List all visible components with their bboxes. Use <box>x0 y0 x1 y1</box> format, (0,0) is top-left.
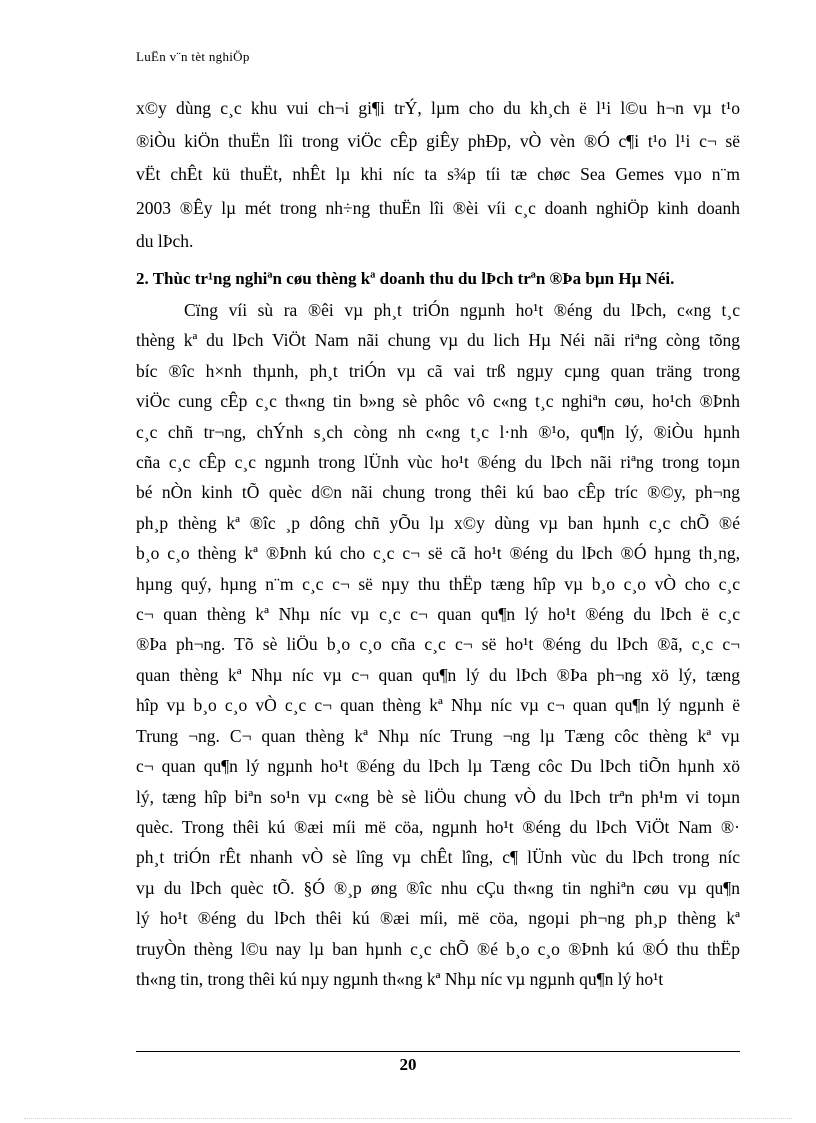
text-line: c¬ quan thèng kª Nhµ níc vµ c¸c c¬ quan qu¶n lý ho¹t ®éng du lÞch ë c¸c <box>136 604 740 625</box>
text-line: th«ng tin, trong thêi kú nµy ngµnh th«ng kª Nhµ níc vµ ngµnh qu¶n lý ho¹t <box>136 968 664 989</box>
text-line: du lÞch. <box>136 230 194 251</box>
text-line: 2003 ®Êy lµ mét trong nh÷ng thuËn lîi ®èi víi c¸c doanh nghiÖp kinh doanh <box>136 197 740 218</box>
page-number: 20 <box>399 1055 417 1074</box>
text-line: quan thèng kª Nhµ níc vµ c¬ quan qu¶n lý du lÞch ®Þa ph¬ng xö lý, tæng <box>136 664 740 685</box>
page-edge-dotted-line <box>24 1118 792 1119</box>
text-line: truyÒn thèng l©u nay lµ ban hµnh c¸c chÕ ®é b¸o c¸o ®Þnh kú ®Ó thu thËp <box>136 938 740 959</box>
text-line: bíc ®îc h×nh thµnh, ph¸t triÓn vµ cã vai trß ngµy cµng quan träng trong <box>136 360 740 381</box>
page-body <box>136 92 740 994</box>
text-line: quèc. Trong thêi kú ®æi míi më cöa, ngµnh ho¹t ®éng du lÞch ViÖt Nam ®· <box>136 816 740 837</box>
text-line: ph¸t triÓn rÊt nhanh vÒ sè lîng vµ chÊt lîng, c¶ lÜnh vùc du lÞch trong níc <box>136 847 740 868</box>
paragraph-section-2 <box>136 295 740 994</box>
text-line: Cïng víi sù ra ®êi vµ ph¸t triÓn ngµnh ho¹t ®éng du lÞch, c«ng t¸c <box>184 300 740 321</box>
section-heading: 2. Thùc tr¹ng nghiªn cøu thèng kª doanh thu du lÞch trªn ®Þa bµn Hµ Néi. <box>136 269 675 289</box>
text-line: c¸c chñ tr¬ng, chÝnh s¸ch còng nh c«ng t¸c l·nh ®¹o, qu¶n lý, ®iÒu hµnh <box>136 421 740 442</box>
text-line: viÖc cung cÊp c¸c th«ng tin b»ng sè phôc vô c«ng t¸c nghiªn cøu, ho¹ch ®Þnh <box>136 391 740 412</box>
text-line: vËt chÊt kü thuËt, nhÊt lµ khi níc ta s¾p tíi tæ chøc Sea Gemes vµo n¨m <box>136 164 740 185</box>
text-line: ph¸p thèng kª ®îc ¸p dông chñ yÕu lµ x©y dùng vµ ban hµnh c¸c chÕ ®é <box>136 512 740 533</box>
text-line: vµ du lÞch quèc tÕ. §Ó ®¸p øng ®îc nhu cÇu th«ng tin nghiªn cøu vµ qu¶n <box>136 877 740 898</box>
text-line: Trung ¬ng. C¬ quan thèng kª Nhµ níc Trung ¬ng lµ Tæng côc thèng kª vµ <box>136 725 740 746</box>
text-line: b¸o c¸o thèng kª ®Þnh kú cho c¸c c¬ së cã ho¹t ®éng du lÞch ®Ó hµng th¸ng, <box>136 543 740 564</box>
text-line: hîp vµ b¸o c¸o vÒ c¸c c¬ quan thèng kª Nhµ níc vµ c¬ quan qu¶n lý ngµnh ë <box>136 695 740 716</box>
text-line: bé nÒn kinh tÕ quèc d©n nãi chung trong thêi kú bao cÊp tríc ®©y, ph¬ng <box>136 482 740 503</box>
text-line: lý, tæng hîp biªn so¹n vµ c«ng bè sè liÖu chung vÒ du lÞch trªn ph¹m vi toµn <box>136 786 740 807</box>
text-line: ®iÒu kiÖn thuËn lîi trong viÖc cÊp giÊy phÐp, vÒ vèn ®Ó c¶i t¹o l¹i c¬ së <box>136 131 740 152</box>
text-line: hµng quý, hµng n¨m c¸c c¬ së nµy thu thËp tæng hîp vµ b¸o c¸o vÒ cho c¸c <box>136 573 740 594</box>
text-line: x©y dùng c¸c khu vui ch¬i gi¶i trÝ, lµm cho du kh¸ch ë l¹i l©u h¬n vµ t¹o <box>136 98 740 118</box>
footer-divider <box>136 1051 740 1052</box>
paragraph-continued <box>136 92 740 258</box>
text-line: cña c¸c cÊp c¸c ngµnh trong lÜnh vùc ho¹t ®éng du lÞch nãi riªng trong toµn <box>136 452 740 473</box>
running-header: LuËn v¨n tèt nghiÖp <box>136 49 250 64</box>
text-line: lý ho¹t ®éng du lÞch thêi kú ®æi míi, më cöa, ngoµi ph¬ng ph¸p thèng kª <box>136 908 740 929</box>
text-line: c¬ quan qu¶n lý ngµnh ho¹t ®éng du lÞch lµ Tæng côc Du lÞch tiÕn hµnh xö <box>136 756 740 777</box>
text-line: thèng kª du lÞch ViÖt Nam nãi chung vµ du lich Hµ Néi nãi riªng còng tõng <box>136 330 740 351</box>
text-line: ®Þa ph¬ng. Tõ sè liÖu b¸o c¸o cña c¸c c¬ së ho¹t ®éng du lÞch ®ã, c¸c c¬ <box>136 634 740 655</box>
